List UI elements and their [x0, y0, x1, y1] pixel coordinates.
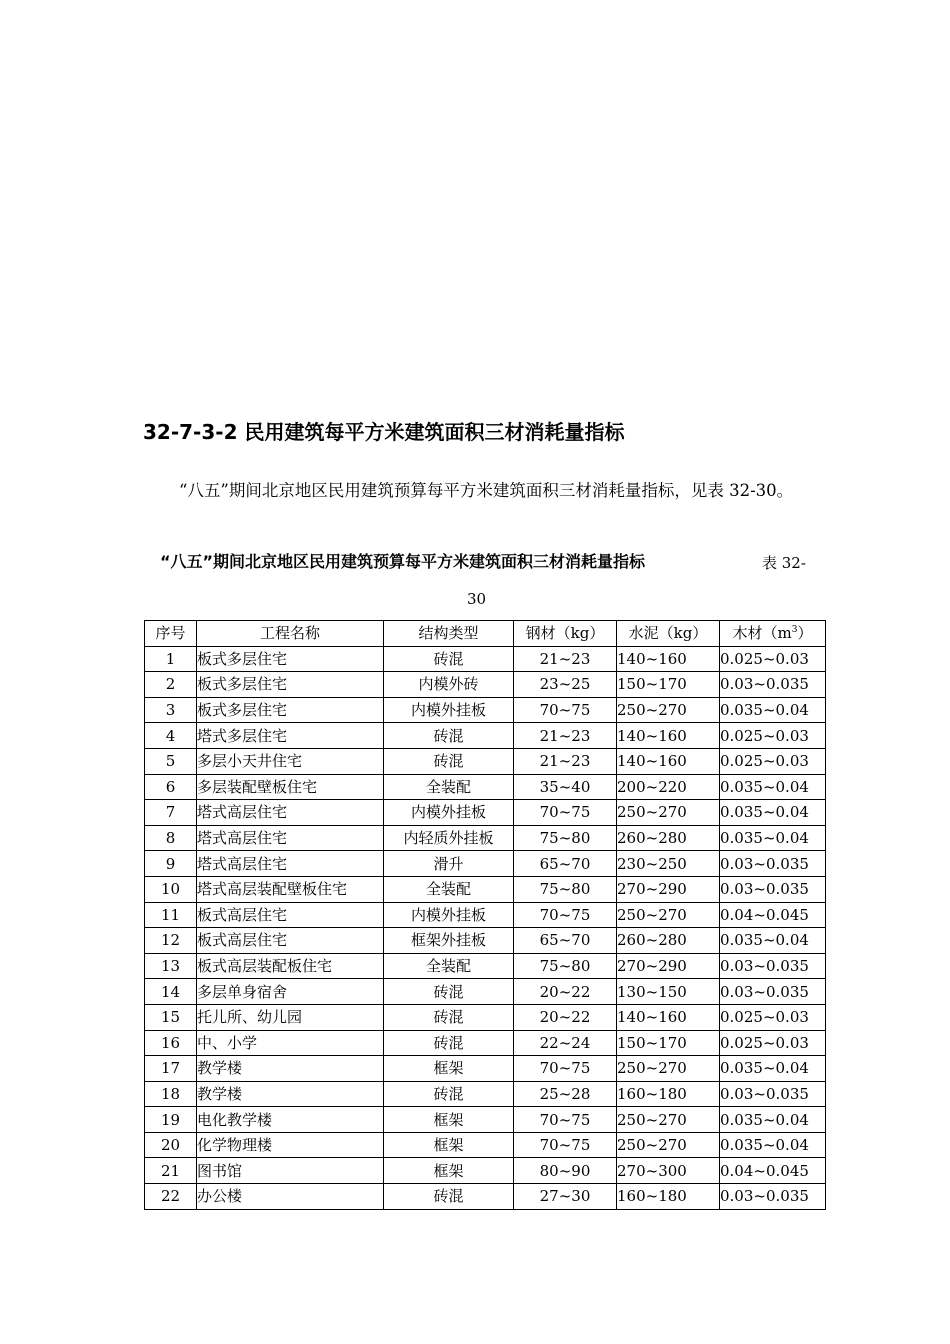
cell-seq: 18 [145, 1081, 197, 1107]
cell-seq: 9 [145, 851, 197, 877]
cell-structure: 全装配 [384, 953, 514, 979]
cell-steel: 23~25 [514, 672, 617, 698]
body-paragraph: “八五”期间北京地区民用建筑预算每平方米建筑面积三材消耗量指标，见表 32-30。 [179, 481, 794, 500]
cell-structure: 框架外挂板 [384, 928, 514, 954]
cell-wood: 0.03~0.035 [720, 1184, 826, 1210]
cell-cement: 250~270 [617, 1132, 720, 1158]
cell-steel: 21~23 [514, 646, 617, 672]
cell-steel: 65~70 [514, 928, 617, 954]
table-row [145, 672, 826, 698]
cell-seq: 1 [145, 646, 197, 672]
cell-name: 板式高层装配板住宅 [197, 953, 384, 979]
cell-steel: 21~23 [514, 748, 617, 774]
cell-wood: 0.035~0.04 [720, 697, 826, 723]
table-row [145, 1158, 826, 1184]
cell-name: 多层单身宿舍 [197, 979, 384, 1005]
cell-wood: 0.04~0.045 [720, 1158, 826, 1184]
table-row [145, 697, 826, 723]
cell-structure: 砖混 [384, 1081, 514, 1107]
cell-seq: 21 [145, 1158, 197, 1184]
cell-cement: 150~170 [617, 1030, 720, 1056]
cell-name: 中、小学 [197, 1030, 384, 1056]
table-row [145, 1056, 826, 1082]
table-row [145, 1081, 826, 1107]
cell-seq: 22 [145, 1184, 197, 1210]
table-row [145, 723, 826, 749]
cell-cement: 270~290 [617, 876, 720, 902]
cell-seq: 16 [145, 1030, 197, 1056]
table-row [145, 851, 826, 877]
cell-steel: 70~75 [514, 1056, 617, 1082]
cell-wood: 0.025~0.03 [720, 1004, 826, 1030]
cell-steel: 70~75 [514, 1107, 617, 1133]
table-caption-number-continued: 30 [467, 590, 487, 608]
cell-name: 办公楼 [197, 1184, 384, 1210]
table-row [145, 774, 826, 800]
cell-steel: 25~28 [514, 1081, 617, 1107]
cell-name: 图书馆 [197, 1158, 384, 1184]
cell-structure: 框架 [384, 1158, 514, 1184]
cell-structure: 框架 [384, 1056, 514, 1082]
cell-cement: 250~270 [617, 697, 720, 723]
header-cement: 水泥（kg） [617, 621, 720, 647]
cell-wood: 0.025~0.03 [720, 1030, 826, 1056]
cell-structure: 砖混 [384, 1004, 514, 1030]
header-wood [720, 621, 826, 647]
table-row [145, 979, 826, 1005]
cell-wood: 0.025~0.03 [720, 748, 826, 774]
cell-steel: 22~24 [514, 1030, 617, 1056]
cell-wood: 0.035~0.04 [720, 1107, 826, 1133]
cell-cement: 150~170 [617, 672, 720, 698]
cell-seq: 20 [145, 1132, 197, 1158]
header-name: 工程名称 [197, 621, 384, 647]
cell-seq: 14 [145, 979, 197, 1005]
cell-steel: 70~75 [514, 800, 617, 826]
cell-cement: 200~220 [617, 774, 720, 800]
cell-name: 托儿所、幼儿园 [197, 1004, 384, 1030]
cell-wood: 0.035~0.04 [720, 1056, 826, 1082]
cell-name: 板式高层住宅 [197, 928, 384, 954]
cell-structure: 框架 [384, 1107, 514, 1133]
cell-seq: 7 [145, 800, 197, 826]
cell-wood: 0.035~0.04 [720, 774, 826, 800]
cell-cement: 260~280 [617, 825, 720, 851]
cell-wood: 0.025~0.03 [720, 646, 826, 672]
cell-seq: 6 [145, 774, 197, 800]
cell-steel: 20~22 [514, 1004, 617, 1030]
cell-name: 电化教学楼 [197, 1107, 384, 1133]
cell-name: 塔式多层住宅 [197, 723, 384, 749]
cell-steel: 35~40 [514, 774, 617, 800]
cell-wood: 0.025~0.03 [720, 723, 826, 749]
cell-wood: 0.03~0.035 [720, 953, 826, 979]
cell-cement: 130~150 [617, 979, 720, 1005]
cell-structure: 砖混 [384, 646, 514, 672]
cell-name: 多层小天井住宅 [197, 748, 384, 774]
cell-structure: 内模外挂板 [384, 902, 514, 928]
cell-name: 塔式高层住宅 [197, 851, 384, 877]
cell-steel: 80~90 [514, 1158, 617, 1184]
table-row [145, 748, 826, 774]
cell-seq: 15 [145, 1004, 197, 1030]
table-body [145, 646, 826, 1209]
table-row [145, 646, 826, 672]
cell-name: 板式多层住宅 [197, 646, 384, 672]
cell-name: 教学楼 [197, 1056, 384, 1082]
cell-structure: 内模外挂板 [384, 697, 514, 723]
cell-name: 板式多层住宅 [197, 672, 384, 698]
table-row [145, 876, 826, 902]
cell-structure: 砖混 [384, 1030, 514, 1056]
cell-seq: 10 [145, 876, 197, 902]
header-wood-suffix: ） [797, 624, 813, 643]
cell-name: 教学楼 [197, 1081, 384, 1107]
cell-cement: 270~290 [617, 953, 720, 979]
cell-steel: 70~75 [514, 1132, 617, 1158]
cell-steel: 75~80 [514, 953, 617, 979]
cell-wood: 0.03~0.035 [720, 979, 826, 1005]
cell-cement: 140~160 [617, 646, 720, 672]
table-row [145, 953, 826, 979]
section-heading: 32-7-3-2 民用建筑每平方米建筑面积三材消耗量指标 [143, 420, 625, 444]
cell-name: 多层装配壁板住宅 [197, 774, 384, 800]
cell-structure: 滑升 [384, 851, 514, 877]
cell-seq: 2 [145, 672, 197, 698]
cell-cement: 140~160 [617, 1004, 720, 1030]
cell-structure: 全装配 [384, 876, 514, 902]
table-row [145, 1107, 826, 1133]
header-structure: 结构类型 [384, 621, 514, 647]
cell-structure: 内模外砖 [384, 672, 514, 698]
header-steel: 钢材（kg） [514, 621, 617, 647]
header-seq: 序号 [145, 621, 197, 647]
table-caption-title: “八五”期间北京地区民用建筑预算每平方米建筑面积三材消耗量指标 [160, 552, 646, 571]
cell-cement: 140~160 [617, 723, 720, 749]
cell-structure: 内轻质外挂板 [384, 825, 514, 851]
cell-cement: 140~160 [617, 748, 720, 774]
cell-wood: 0.03~0.035 [720, 672, 826, 698]
table-row [145, 825, 826, 851]
cell-seq: 3 [145, 697, 197, 723]
cell-seq: 11 [145, 902, 197, 928]
cell-wood: 0.03~0.035 [720, 851, 826, 877]
table-row [145, 1184, 826, 1210]
cell-structure: 砖混 [384, 723, 514, 749]
cell-structure: 框架 [384, 1132, 514, 1158]
cell-steel: 27~30 [514, 1184, 617, 1210]
cell-wood: 0.035~0.04 [720, 800, 826, 826]
cell-cement: 250~270 [617, 800, 720, 826]
table-row [145, 902, 826, 928]
table-row [145, 1132, 826, 1158]
cell-structure: 全装配 [384, 774, 514, 800]
cell-name: 塔式高层装配壁板住宅 [197, 876, 384, 902]
table-caption-number: 表 32- [762, 554, 806, 572]
cell-wood: 0.035~0.04 [720, 1132, 826, 1158]
cell-wood: 0.03~0.035 [720, 1081, 826, 1107]
cell-cement: 160~180 [617, 1184, 720, 1210]
cell-name: 化学物理楼 [197, 1132, 384, 1158]
table-row [145, 928, 826, 954]
material-consumption-table [144, 620, 826, 1210]
cell-wood: 0.035~0.04 [720, 928, 826, 954]
cell-structure: 砖混 [384, 1184, 514, 1210]
cell-structure: 砖混 [384, 979, 514, 1005]
header-wood-prefix: 木材（m [732, 624, 792, 643]
cell-name: 板式多层住宅 [197, 697, 384, 723]
cell-cement: 160~180 [617, 1081, 720, 1107]
table-header-row [145, 621, 826, 647]
cell-seq: 13 [145, 953, 197, 979]
cell-wood: 0.035~0.04 [720, 825, 826, 851]
cell-seq: 19 [145, 1107, 197, 1133]
table-row [145, 1030, 826, 1056]
cell-seq: 8 [145, 825, 197, 851]
cell-cement: 270~300 [617, 1158, 720, 1184]
cell-steel: 75~80 [514, 876, 617, 902]
cell-cement: 250~270 [617, 902, 720, 928]
cell-steel: 21~23 [514, 723, 617, 749]
header-wood-superscript: 3 [791, 625, 798, 636]
cell-name: 塔式高层住宅 [197, 800, 384, 826]
cell-steel: 70~75 [514, 902, 617, 928]
cell-steel: 20~22 [514, 979, 617, 1005]
cell-steel: 75~80 [514, 825, 617, 851]
cell-structure: 砖混 [384, 748, 514, 774]
cell-steel: 70~75 [514, 697, 617, 723]
table-row [145, 1004, 826, 1030]
cell-name: 板式高层住宅 [197, 902, 384, 928]
cell-seq: 4 [145, 723, 197, 749]
cell-cement: 250~270 [617, 1107, 720, 1133]
cell-cement: 230~250 [617, 851, 720, 877]
table-row [145, 800, 826, 826]
cell-structure: 内模外挂板 [384, 800, 514, 826]
cell-wood: 0.03~0.035 [720, 876, 826, 902]
cell-cement: 260~280 [617, 928, 720, 954]
cell-seq: 17 [145, 1056, 197, 1082]
cell-seq: 5 [145, 748, 197, 774]
cell-wood: 0.04~0.045 [720, 902, 826, 928]
cell-cement: 250~270 [617, 1056, 720, 1082]
cell-steel: 65~70 [514, 851, 617, 877]
cell-name: 塔式高层住宅 [197, 825, 384, 851]
cell-seq: 12 [145, 928, 197, 954]
